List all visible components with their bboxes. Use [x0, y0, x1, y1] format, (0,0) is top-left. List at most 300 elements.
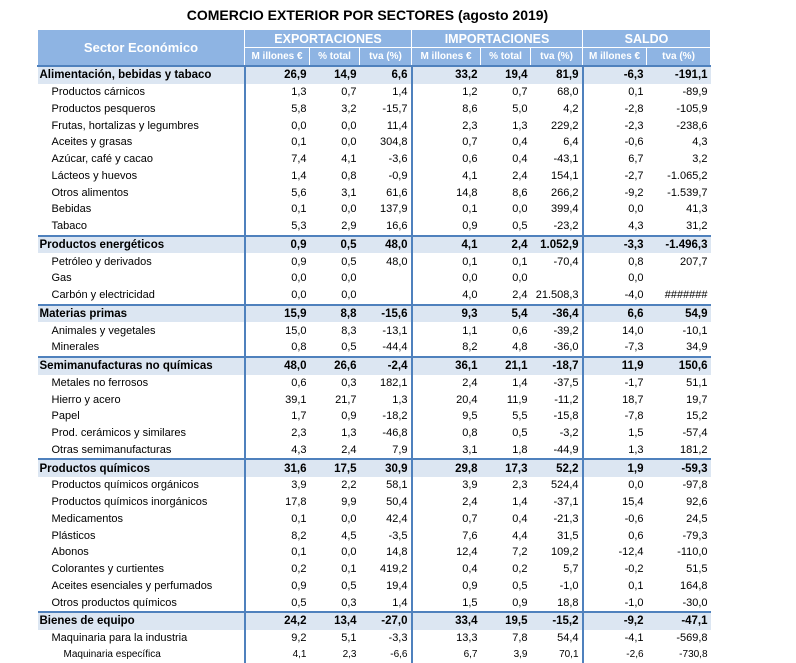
table-row [38, 594, 711, 612]
saldo-tva-cell: -10,1 [647, 322, 711, 339]
saldo-tva-cell: -47,1 [647, 612, 711, 630]
imp-millones-cell: 8,2 [412, 339, 481, 357]
saldo-tva-cell: 3,2 [647, 151, 711, 168]
imp-tva-cell: -3,2 [531, 425, 583, 442]
sector-name-cell: Otros productos químicos [38, 594, 245, 612]
exp-tva-cell: -13,1 [360, 322, 412, 339]
imp-pct-total-cell: 0,4 [481, 151, 531, 168]
exp-pct-total-cell: 2,4 [310, 442, 360, 460]
exp-millones-cell: 3,9 [245, 477, 310, 494]
header-saldo-tva: tva (%) [647, 48, 711, 67]
exp-pct-total-cell: 4,1 [310, 151, 360, 168]
exp-tva-cell: -18,2 [360, 408, 412, 425]
imp-tva-cell: 399,4 [531, 201, 583, 218]
exp-pct-total-cell: 3,2 [310, 101, 360, 118]
exp-tva-cell [360, 287, 412, 305]
imp-tva-cell: 52,2 [531, 459, 583, 477]
exp-millones-cell: 1,3 [245, 84, 310, 101]
saldo-tva-cell: -57,4 [647, 425, 711, 442]
table-row [38, 322, 711, 339]
imp-pct-total-cell: 3,9 [481, 647, 531, 663]
category-row [38, 66, 711, 84]
table-row [38, 647, 711, 663]
header-importaciones: IMPORTACIONES [412, 30, 583, 48]
imp-millones-cell: 33,4 [412, 612, 481, 630]
imp-tva-cell [531, 270, 583, 287]
exp-millones-cell: 48,0 [245, 357, 310, 375]
exp-pct-total-cell: 0,0 [310, 544, 360, 561]
exp-pct-total-cell: 21,7 [310, 391, 360, 408]
imp-tva-cell: -15,2 [531, 612, 583, 630]
exp-pct-total-cell: 26,6 [310, 357, 360, 375]
imp-pct-total-cell: 5,0 [481, 101, 531, 118]
imp-millones-cell: 3,1 [412, 442, 481, 460]
sector-name-cell: Bebidas [38, 201, 245, 218]
sector-name-cell: Alimentación, bebidas y tabaco [38, 66, 245, 84]
trade-table [37, 29, 711, 663]
exp-tva-cell: -3,5 [360, 527, 412, 544]
exp-millones-cell: 0,1 [245, 134, 310, 151]
exp-millones-cell: 0,0 [245, 117, 310, 134]
exp-tva-cell: 42,4 [360, 511, 412, 528]
exp-millones-cell: 0,9 [245, 253, 310, 270]
sector-name-cell: Productos pesqueros [38, 101, 245, 118]
imp-tva-cell: 31,5 [531, 527, 583, 544]
exp-tva-cell: 61,6 [360, 184, 412, 201]
saldo-millones-cell: 0,0 [583, 201, 647, 218]
exp-pct-total-cell: 13,4 [310, 612, 360, 630]
sector-name-cell: Maquinaria específica [38, 647, 245, 663]
exp-millones-cell: 2,3 [245, 425, 310, 442]
exp-millones-cell: 0,1 [245, 544, 310, 561]
table-row [38, 339, 711, 357]
imp-tva-cell: -18,7 [531, 357, 583, 375]
sector-name-cell: Hierro y acero [38, 391, 245, 408]
header-exp-millones: M illones € [245, 48, 310, 67]
exp-tva-cell: -3,3 [360, 630, 412, 647]
header-saldo-millones: M illones € [583, 48, 647, 67]
exp-millones-cell: 0,0 [245, 270, 310, 287]
imp-tva-cell: 1.052,9 [531, 236, 583, 254]
sector-name-cell: Productos químicos orgánicos [38, 477, 245, 494]
sector-name-cell: Semimanufacturas no químicas [38, 357, 245, 375]
sector-name-cell: Tabaco [38, 218, 245, 236]
saldo-millones-cell: 6,7 [583, 151, 647, 168]
saldo-tva-cell: -97,8 [647, 477, 711, 494]
saldo-millones-cell: -3,3 [583, 236, 647, 254]
exp-millones-cell: 0,0 [245, 287, 310, 305]
exp-tva-cell: -6,6 [360, 647, 412, 663]
imp-tva-cell: 4,2 [531, 101, 583, 118]
imp-pct-total-cell: 0,5 [481, 218, 531, 236]
saldo-millones-cell: 18,7 [583, 391, 647, 408]
imp-pct-total-cell: 21,1 [481, 357, 531, 375]
exp-millones-cell: 4,3 [245, 442, 310, 460]
sector-name-cell: Plásticos [38, 527, 245, 544]
saldo-tva-cell: -110,0 [647, 544, 711, 561]
imp-pct-total-cell: 0,4 [481, 134, 531, 151]
imp-tva-cell: 524,4 [531, 477, 583, 494]
imp-tva-cell: 109,2 [531, 544, 583, 561]
saldo-tva-cell: 92,6 [647, 494, 711, 511]
exp-millones-cell: 4,1 [245, 647, 310, 663]
exp-millones-cell: 0,8 [245, 339, 310, 357]
saldo-tva-cell: 15,2 [647, 408, 711, 425]
table-row [38, 134, 711, 151]
sector-name-cell: Prod. cerámicos y similares [38, 425, 245, 442]
table-row [38, 117, 711, 134]
saldo-tva-cell: -105,9 [647, 101, 711, 118]
exp-tva-cell: 1,4 [360, 84, 412, 101]
exp-millones-cell: 0,5 [245, 594, 310, 612]
imp-tva-cell: 70,1 [531, 647, 583, 663]
exp-millones-cell: 39,1 [245, 391, 310, 408]
exp-tva-cell [360, 270, 412, 287]
saldo-millones-cell: -1,7 [583, 375, 647, 392]
table-row [38, 442, 711, 460]
imp-pct-total-cell: 0,2 [481, 561, 531, 578]
saldo-tva-cell: 4,3 [647, 134, 711, 151]
table-row [38, 425, 711, 442]
saldo-millones-cell: -7,3 [583, 339, 647, 357]
exp-millones-cell: 0,9 [245, 578, 310, 595]
exp-tva-cell: -15,6 [360, 305, 412, 323]
table-body [38, 66, 711, 663]
imp-pct-total-cell: 5,4 [481, 305, 531, 323]
exp-pct-total-cell: 0,8 [310, 168, 360, 185]
saldo-tva-cell: -238,6 [647, 117, 711, 134]
table-row [38, 578, 711, 595]
saldo-tva-cell: -79,3 [647, 527, 711, 544]
imp-tva-cell: -39,2 [531, 322, 583, 339]
saldo-tva-cell: -89,9 [647, 84, 711, 101]
saldo-millones-cell: 14,0 [583, 322, 647, 339]
exp-tva-cell: 182,1 [360, 375, 412, 392]
imp-pct-total-cell: 0,4 [481, 511, 531, 528]
imp-millones-cell: 0,1 [412, 201, 481, 218]
exp-millones-cell: 1,4 [245, 168, 310, 185]
saldo-millones-cell: -2,7 [583, 168, 647, 185]
saldo-millones-cell: -6,3 [583, 66, 647, 84]
exp-millones-cell: 0,2 [245, 561, 310, 578]
exp-tva-cell: -3,6 [360, 151, 412, 168]
header-imp-millones: M illones € [412, 48, 481, 67]
imp-tva-cell: -70,4 [531, 253, 583, 270]
saldo-tva-cell: -1.065,2 [647, 168, 711, 185]
saldo-millones-cell: -2,3 [583, 117, 647, 134]
exp-pct-total-cell: 0,0 [310, 117, 360, 134]
exp-tva-cell: -46,8 [360, 425, 412, 442]
saldo-millones-cell: -9,2 [583, 612, 647, 630]
exp-tva-cell: 30,9 [360, 459, 412, 477]
exp-tva-cell: 1,3 [360, 391, 412, 408]
exp-millones-cell: 8,2 [245, 527, 310, 544]
saldo-tva-cell: 51,5 [647, 561, 711, 578]
exp-millones-cell: 0,9 [245, 236, 310, 254]
saldo-tva-cell: ####### [647, 287, 711, 305]
imp-pct-total-cell: 1,4 [481, 375, 531, 392]
imp-tva-cell: -1,0 [531, 578, 583, 595]
exp-pct-total-cell: 5,1 [310, 630, 360, 647]
sector-name-cell: Productos cárnicos [38, 84, 245, 101]
sector-name-cell: Aceites esenciales y perfumados [38, 578, 245, 595]
imp-tva-cell: 229,2 [531, 117, 583, 134]
sector-name-cell: Bienes de equipo [38, 612, 245, 630]
imp-millones-cell: 0,9 [412, 578, 481, 595]
category-row [38, 459, 711, 477]
exp-millones-cell: 26,9 [245, 66, 310, 84]
saldo-tva-cell: 51,1 [647, 375, 711, 392]
table-row [38, 544, 711, 561]
saldo-millones-cell: 1,9 [583, 459, 647, 477]
table-row [38, 408, 711, 425]
sector-name-cell: Productos químicos [38, 459, 245, 477]
imp-pct-total-cell: 2,4 [481, 168, 531, 185]
exp-tva-cell: 304,8 [360, 134, 412, 151]
imp-pct-total-cell: 2,3 [481, 477, 531, 494]
sector-name-cell: Medicamentos [38, 511, 245, 528]
imp-millones-cell: 8,6 [412, 101, 481, 118]
exp-millones-cell: 7,4 [245, 151, 310, 168]
imp-tva-cell: -21,3 [531, 511, 583, 528]
imp-tva-cell: 68,0 [531, 84, 583, 101]
table-row [38, 287, 711, 305]
imp-pct-total-cell: 0,1 [481, 253, 531, 270]
table-row [38, 391, 711, 408]
sector-name-cell: Metales no ferrosos [38, 375, 245, 392]
table-row [38, 184, 711, 201]
imp-pct-total-cell: 7,8 [481, 630, 531, 647]
exp-millones-cell: 5,6 [245, 184, 310, 201]
saldo-tva-cell: 54,9 [647, 305, 711, 323]
saldo-tva-cell: 164,8 [647, 578, 711, 595]
exp-pct-total-cell: 8,3 [310, 322, 360, 339]
saldo-millones-cell: -0,6 [583, 511, 647, 528]
imp-pct-total-cell: 0,5 [481, 578, 531, 595]
saldo-tva-cell: 19,7 [647, 391, 711, 408]
exp-pct-total-cell: 8,8 [310, 305, 360, 323]
imp-tva-cell: 6,4 [531, 134, 583, 151]
imp-millones-cell: 3,9 [412, 477, 481, 494]
sector-name-cell: Lácteos y huevos [38, 168, 245, 185]
table-row [38, 270, 711, 287]
imp-millones-cell: 14,8 [412, 184, 481, 201]
imp-pct-total-cell: 1,3 [481, 117, 531, 134]
exp-pct-total-cell: 0,0 [310, 201, 360, 218]
saldo-millones-cell: -4,0 [583, 287, 647, 305]
imp-pct-total-cell: 0,7 [481, 84, 531, 101]
sector-name-cell: Maquinaria para la industria [38, 630, 245, 647]
sector-name-cell: Abonos [38, 544, 245, 561]
imp-tva-cell: 81,9 [531, 66, 583, 84]
imp-millones-cell: 0,0 [412, 270, 481, 287]
imp-pct-total-cell: 4,4 [481, 527, 531, 544]
category-row [38, 236, 711, 254]
imp-pct-total-cell: 17,3 [481, 459, 531, 477]
saldo-tva-cell: 34,9 [647, 339, 711, 357]
imp-millones-cell: 2,4 [412, 494, 481, 511]
imp-pct-total-cell: 11,9 [481, 391, 531, 408]
table-row [38, 201, 711, 218]
imp-pct-total-cell: 4,8 [481, 339, 531, 357]
sector-name-cell: Petróleo y derivados [38, 253, 245, 270]
imp-tva-cell: -23,2 [531, 218, 583, 236]
saldo-tva-cell: -1.539,7 [647, 184, 711, 201]
exp-pct-total-cell: 17,5 [310, 459, 360, 477]
exp-millones-cell: 17,8 [245, 494, 310, 511]
sector-name-cell: Materias primas [38, 305, 245, 323]
saldo-millones-cell: 0,0 [583, 270, 647, 287]
imp-tva-cell: 266,2 [531, 184, 583, 201]
imp-millones-cell: 1,5 [412, 594, 481, 612]
saldo-tva-cell: 181,2 [647, 442, 711, 460]
imp-millones-cell: 0,4 [412, 561, 481, 578]
imp-millones-cell: 13,3 [412, 630, 481, 647]
exp-tva-cell: 1,4 [360, 594, 412, 612]
imp-millones-cell: 1,1 [412, 322, 481, 339]
exp-pct-total-cell: 0,5 [310, 253, 360, 270]
imp-millones-cell: 7,6 [412, 527, 481, 544]
saldo-tva-cell: -730,8 [647, 647, 711, 663]
table-row [38, 561, 711, 578]
saldo-tva-cell: -59,3 [647, 459, 711, 477]
exp-millones-cell: 15,9 [245, 305, 310, 323]
category-row [38, 612, 711, 630]
header-imp-tva: tva (%) [531, 48, 583, 67]
imp-tva-cell: -37,5 [531, 375, 583, 392]
exp-millones-cell: 31,6 [245, 459, 310, 477]
imp-millones-cell: 4,0 [412, 287, 481, 305]
exp-pct-total-cell: 2,3 [310, 647, 360, 663]
saldo-millones-cell: -2,6 [583, 647, 647, 663]
imp-tva-cell: 21.508,3 [531, 287, 583, 305]
imp-pct-total-cell: 1,8 [481, 442, 531, 460]
sector-name-cell: Carbón y electricidad [38, 287, 245, 305]
imp-millones-cell: 0,6 [412, 151, 481, 168]
saldo-millones-cell: 15,4 [583, 494, 647, 511]
saldo-tva-cell: 150,6 [647, 357, 711, 375]
saldo-millones-cell: 0,8 [583, 253, 647, 270]
imp-tva-cell: 154,1 [531, 168, 583, 185]
exp-tva-cell: 16,6 [360, 218, 412, 236]
exp-tva-cell: -0,9 [360, 168, 412, 185]
table-row [38, 253, 711, 270]
saldo-millones-cell: 11,9 [583, 357, 647, 375]
header-exp-tva: tva (%) [360, 48, 412, 67]
imp-pct-total-cell: 2,4 [481, 236, 531, 254]
imp-millones-cell: 2,3 [412, 117, 481, 134]
saldo-millones-cell: -0,2 [583, 561, 647, 578]
exp-tva-cell: 7,9 [360, 442, 412, 460]
sector-name-cell: Colorantes y curtientes [38, 561, 245, 578]
table-title: COMERCIO EXTERIOR POR SECTORES (agosto 2019) [0, 7, 735, 23]
exp-pct-total-cell: 0,0 [310, 270, 360, 287]
saldo-millones-cell: 0,0 [583, 477, 647, 494]
exp-pct-total-cell: 1,3 [310, 425, 360, 442]
sector-name-cell: Otros alimentos [38, 184, 245, 201]
category-row [38, 305, 711, 323]
imp-tva-cell: -36,0 [531, 339, 583, 357]
saldo-tva-cell: -191,1 [647, 66, 711, 84]
header-saldo: SALDO [583, 30, 711, 48]
exp-millones-cell: 0,1 [245, 511, 310, 528]
imp-millones-cell: 4,1 [412, 168, 481, 185]
imp-pct-total-cell: 0,6 [481, 322, 531, 339]
imp-millones-cell: 0,1 [412, 253, 481, 270]
saldo-millones-cell: -2,8 [583, 101, 647, 118]
imp-pct-total-cell: 8,6 [481, 184, 531, 201]
sector-name-cell: Papel [38, 408, 245, 425]
imp-millones-cell: 33,2 [412, 66, 481, 84]
exp-pct-total-cell: 0,5 [310, 578, 360, 595]
exp-tva-cell: -15,7 [360, 101, 412, 118]
exp-tva-cell: 14,8 [360, 544, 412, 561]
imp-millones-cell: 36,1 [412, 357, 481, 375]
exp-pct-total-cell: 0,0 [310, 511, 360, 528]
imp-millones-cell: 29,8 [412, 459, 481, 477]
exp-millones-cell: 9,2 [245, 630, 310, 647]
table-row [38, 101, 711, 118]
saldo-millones-cell: 0,1 [583, 578, 647, 595]
imp-pct-total-cell: 7,2 [481, 544, 531, 561]
saldo-millones-cell: -7,8 [583, 408, 647, 425]
saldo-tva-cell [647, 270, 711, 287]
exp-pct-total-cell: 0,5 [310, 339, 360, 357]
table-row [38, 218, 711, 236]
header-exp-pct-total: % total [310, 48, 360, 67]
saldo-millones-cell: 1,3 [583, 442, 647, 460]
saldo-tva-cell: -569,8 [647, 630, 711, 647]
exp-pct-total-cell: 0,7 [310, 84, 360, 101]
saldo-millones-cell: -9,2 [583, 184, 647, 201]
saldo-millones-cell: 0,1 [583, 84, 647, 101]
exp-tva-cell: 419,2 [360, 561, 412, 578]
table-row [38, 630, 711, 647]
exp-pct-total-cell: 9,9 [310, 494, 360, 511]
table-row [38, 375, 711, 392]
exp-millones-cell: 1,7 [245, 408, 310, 425]
exp-millones-cell: 24,2 [245, 612, 310, 630]
imp-tva-cell: -37,1 [531, 494, 583, 511]
table-row [38, 84, 711, 101]
saldo-millones-cell: 4,3 [583, 218, 647, 236]
header-exportaciones: EXPORTACIONES [245, 30, 412, 48]
table-row [38, 494, 711, 511]
imp-pct-total-cell: 1,4 [481, 494, 531, 511]
table-row [38, 477, 711, 494]
table-row [38, 527, 711, 544]
imp-pct-total-cell: 2,4 [481, 287, 531, 305]
saldo-tva-cell: 24,5 [647, 511, 711, 528]
exp-millones-cell: 15,0 [245, 322, 310, 339]
table-row [38, 168, 711, 185]
exp-tva-cell: 48,0 [360, 236, 412, 254]
sector-name-cell: Minerales [38, 339, 245, 357]
saldo-tva-cell: 41,3 [647, 201, 711, 218]
exp-pct-total-cell: 0,1 [310, 561, 360, 578]
exp-millones-cell: 0,1 [245, 201, 310, 218]
saldo-tva-cell: 31,2 [647, 218, 711, 236]
sector-name-cell: Azúcar, café y cacao [38, 151, 245, 168]
exp-tva-cell: 58,1 [360, 477, 412, 494]
imp-millones-cell: 4,1 [412, 236, 481, 254]
exp-tva-cell: 19,4 [360, 578, 412, 595]
header-sector: Sector Económico [38, 30, 245, 67]
imp-pct-total-cell: 19,4 [481, 66, 531, 84]
imp-tva-cell: 18,8 [531, 594, 583, 612]
exp-pct-total-cell: 3,1 [310, 184, 360, 201]
imp-pct-total-cell: 5,5 [481, 408, 531, 425]
